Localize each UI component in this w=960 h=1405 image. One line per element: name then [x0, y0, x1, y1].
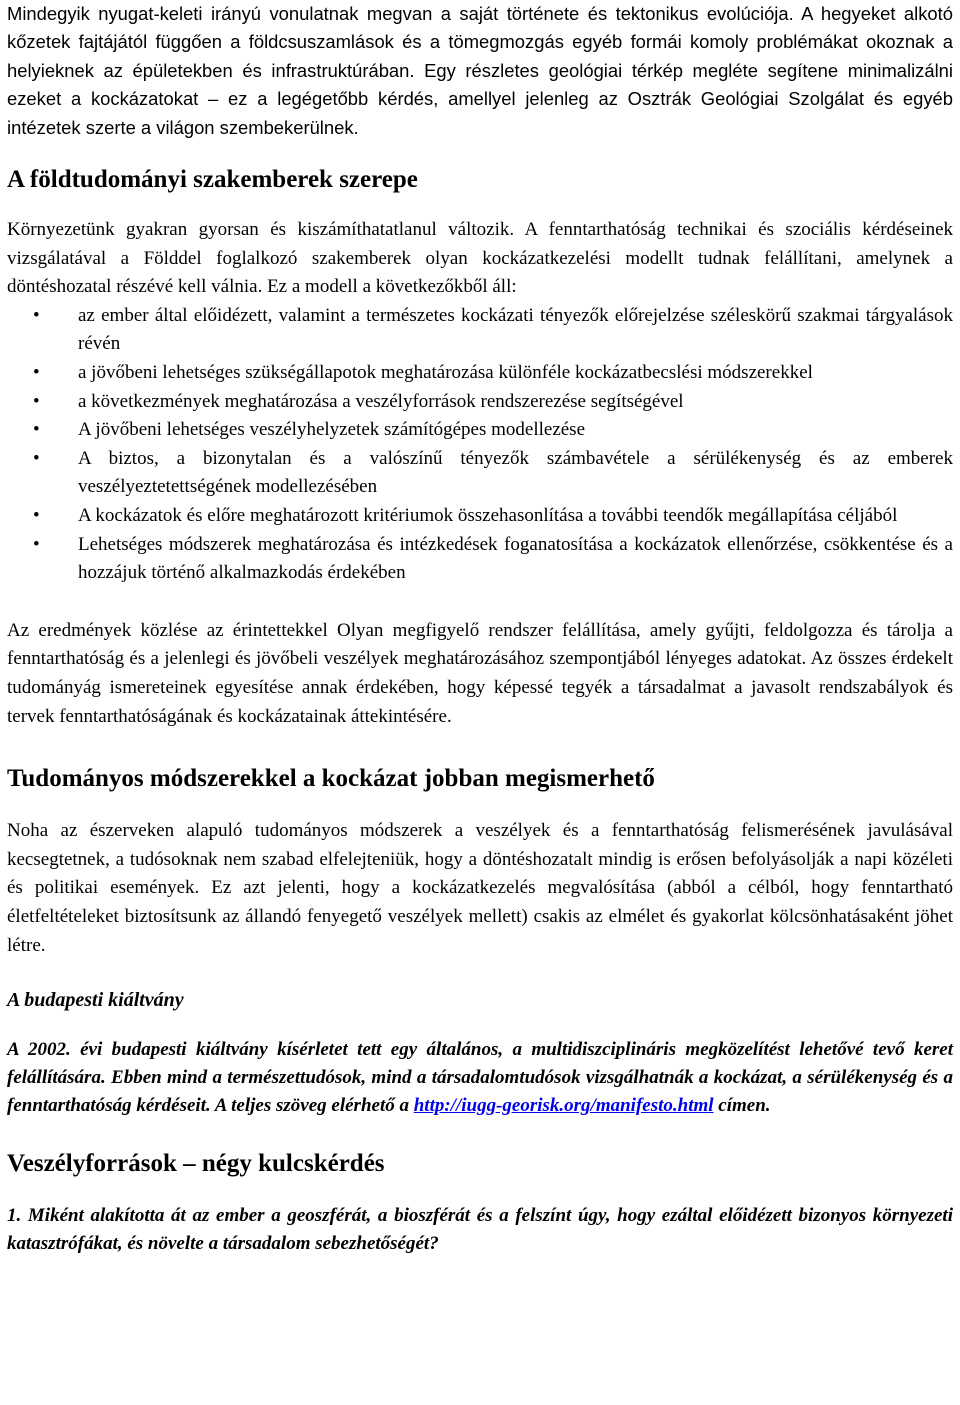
- list-item: • Lehetséges módszerek meghatározása és intézkedések foganatosítása a kockázatok ellenőrzése, csökkentése és a hozzájuk történő alkalmazkodás érdekében: [7, 531, 953, 588]
- bullet-icon: •: [33, 504, 40, 526]
- bullet-icon: •: [33, 533, 40, 555]
- section1-closing-paragraph: Az eredmények közlése az érintettekkel Olyan megfigyelő rendszer felállítása, amely gyűjti, feldolgozza és tárolja a fenntarthatóság és a jelenlegi és jövőbeli veszélyek meghatározásához szempontjából lényeges adatokat. Az összes érdekelt tudományág ismereteinek egyesítése annak érdekében, hogy képessé tegyék a társadalmat a javasolt rendszabályok és tervek fenntarthatóságának és kockázatainak áttekintésére.: [7, 619, 953, 727]
- list-item: • A biztos, a bizonytalan és a valószínű tényezők számbavétele a sérülékenység és az emberek veszélyeztetettségének modellezésében: [7, 445, 953, 502]
- bullet-icon: •: [33, 304, 40, 326]
- list-item: • A jövőbeni lehetséges veszélyhelyzetek számítógépes modellezése: [7, 416, 953, 445]
- bullet-icon: •: [33, 362, 40, 383]
- subheading-budapest-manifesto: A budapesti kiáltvány: [7, 989, 184, 1012]
- list-item: • az ember által előidézett, valamint a természetes kockázati tényezők előrejelzése széleskörű szakmai tárgyalások révén: [7, 302, 953, 359]
- risk-model-list: [7, 302, 953, 588]
- heading-geoscientists-role: A földtudományi szakemberek szerepe: [7, 166, 418, 194]
- section1-paragraph: Környezetünk gyakran gyorsan és kiszámíthatatlanul változik. A fenntarthatóság technikai és szociális kérdéseinek vizsgálatával a Földdel foglalkozó szakemberek olyan kockázatkezelési modellt tudnak felállítani, amelynek a döntéshozatal részévé kell válnia. Ez a modell a következőkből áll:: [7, 219, 953, 298]
- bullet-icon: •: [33, 419, 40, 441]
- list-item: • a következmények meghatározása a veszélyforrások rendszerezése segítségével: [7, 388, 953, 417]
- question-1: 1. Miként alakította át az ember a geoszférát, a bioszférát és a felszínt úgy, hogy ezáltal előidézett bizonyos környezeti katasztrófákat, és növelte a társadalom sebezhetőségét?: [7, 1205, 953, 1255]
- bullet-icon: •: [33, 390, 40, 412]
- bullet-icon: •: [33, 447, 40, 469]
- intro-paragraph: Mindegyik nyugat-keleti irányú vonulatnak megvan a saját története és tektonikus evolúciója. A hegyeket alkotó kőzetek fajtájától függően a földcsuszamlások és a tömegmozgás egyéb formái komoly problémákat okoznak a helyieknek az épületekben és infrastruktúrában. Egy részletes geológiai térkép megléte segítene minimalizálni ezeket a kockázatokat – ez a legégetőbb kérdés, amellyel jelenleg az Osztrák Geológiai Szolgálat és egyéb intézetek szerte a világon szembekerülnek.: [7, 3, 953, 138]
- manifesto-link[interactable]: http://iugg-georisk.org/manifesto.html: [413, 1095, 714, 1117]
- budapest-paragraph: A 2002. évi budapesti kiáltvány kísérletet tett egy általános, a multidiszciplináris megközelítést lehetővé tevő keret felállítására. Ebben mind a természettudósok, mind a társadalomtudósok vizsgálhatnák a kockázat, a sérülékenység és a fenntarthatóság kérdéseit. A teljes szöveg elérhető a http://iugg-georisk.org/manifesto.html címen.: [7, 1039, 953, 1117]
- section2-paragraph: Noha az észerveken alapuló tudományos módszerek a veszélyek és a fenntarthatóság felismerésének javulásával kecsegtetnek, a tudósoknak nem szabad elfelejteniük, hogy a döntéshozatalt mindig is erősen befolyásolják a napi közéleti és politikai események. Ez azt jelenti, hogy a kockázatkezelés megvalósítása (abból a célból, hogy fenntartható életfeltételeket biztosítsunk az állandó fenyegető veszélyek mellett) csakis az elmélet és gyakorlat kölcsönhatásaként jöhet létre.: [7, 820, 953, 956]
- heading-hazards-four-questions: Veszélyforrások – négy kulcskérdés: [7, 1150, 385, 1178]
- list-item: • A kockázatok és előre meghatározott kritériumok összehasonlítása a további teendők megállapítása céljából: [7, 502, 953, 531]
- heading-scientific-methods: Tudományos módszerekkel a kockázat jobban megismerhető: [7, 765, 655, 793]
- list-item: • a jövőbeni lehetséges szükségállapotok meghatározása különféle kockázatbecslési módszerekkel: [7, 359, 953, 388]
